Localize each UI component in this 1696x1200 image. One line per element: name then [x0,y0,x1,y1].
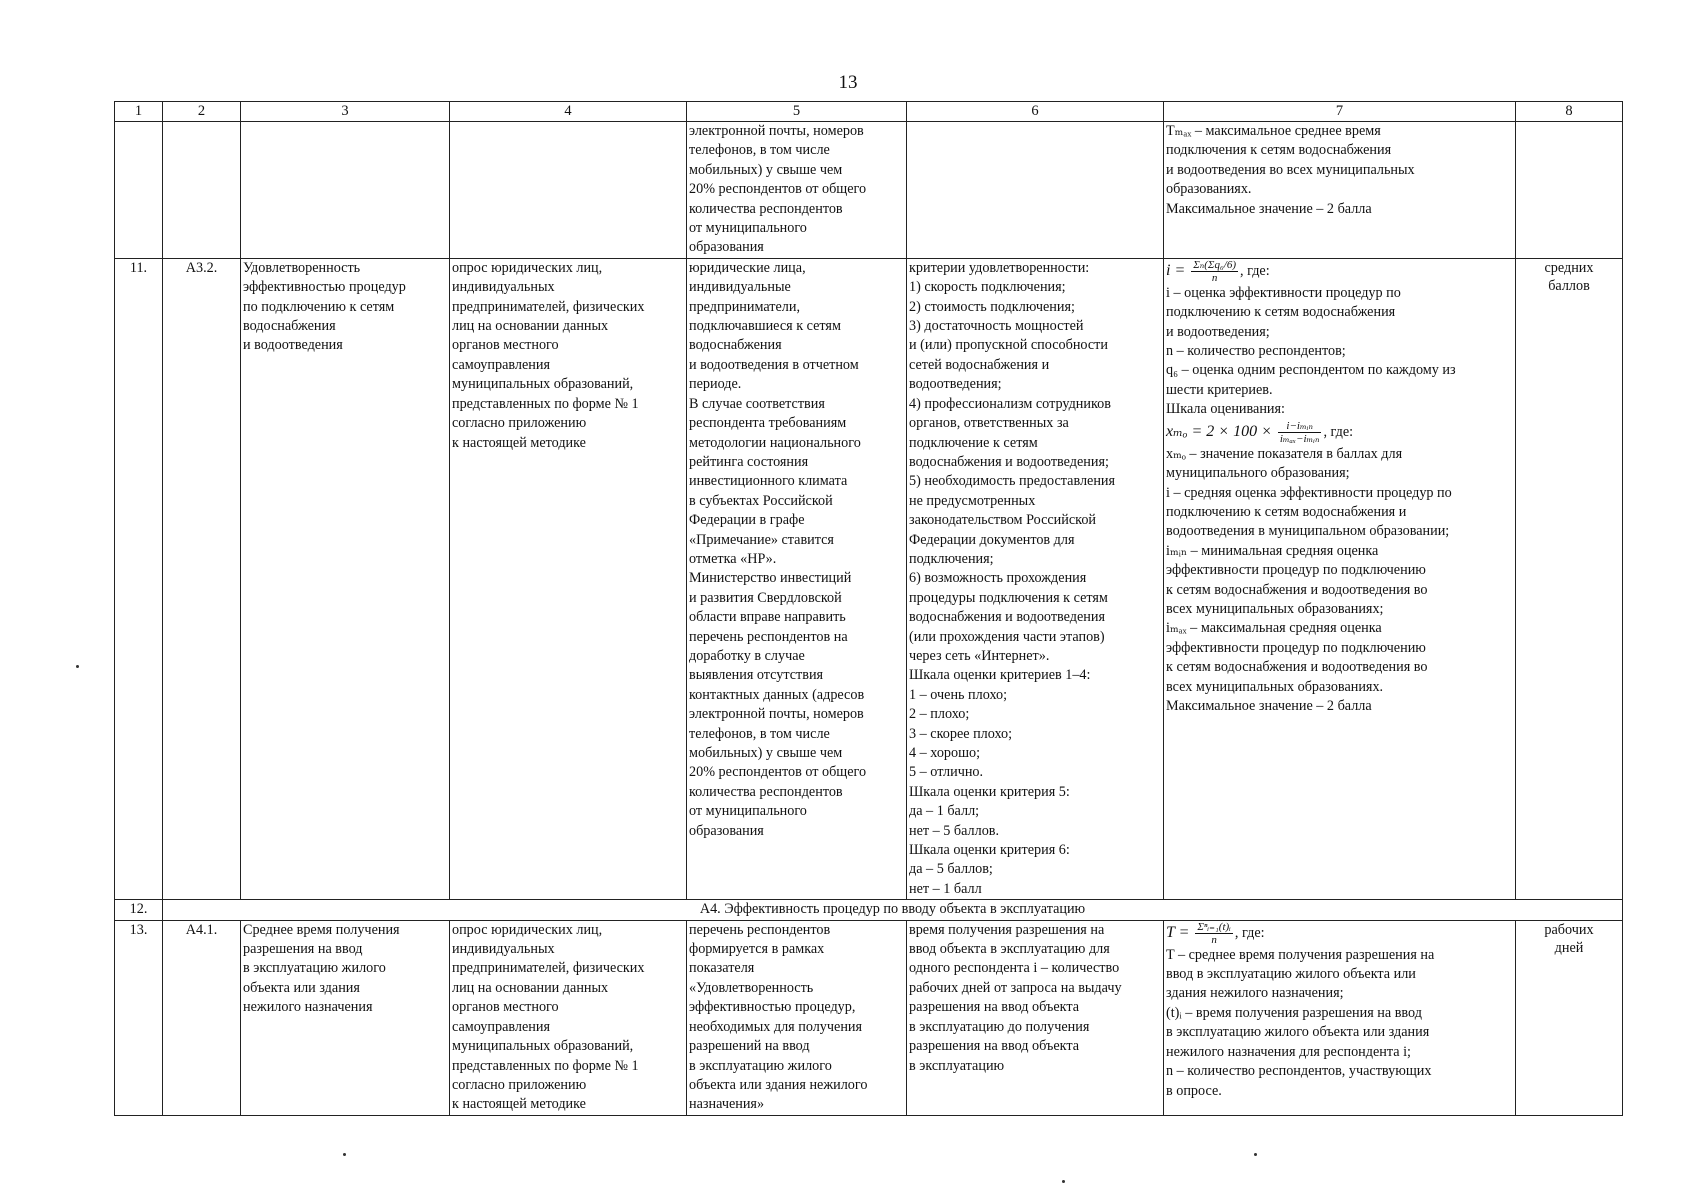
column-header: 1 [115,102,163,122]
text-line: перечень респондентов на [689,628,848,645]
column-header: 5 [687,102,907,122]
text-line: и водоотведения; [1166,323,1270,340]
data-source-method [450,258,687,899]
scan-speck [343,1153,346,1156]
formula-lhs: T = [1166,923,1190,941]
text-line: нет – 5 баллов. [909,822,1000,839]
text-line: юридические лица, [689,259,806,276]
respondents-description [687,920,907,1115]
page-number: 13 [838,72,858,93]
table-cell [241,122,450,259]
text-line: органов местного [452,337,559,354]
indicator-name [241,258,450,899]
formula-tail: , где: [1323,423,1354,440]
text-line: 1) скорость подключения; [909,279,1066,296]
row-number: 13. [115,920,163,1115]
text-line: через сеть «Интернет». [909,647,1050,664]
text-line: Шкала оценки критериев 1–4: [909,667,1091,684]
text-line: показателя [689,960,755,977]
formula-tail: , где: [1240,263,1270,280]
text-line: индивидуальных [452,279,555,296]
text-line: образования [689,239,764,256]
text-line: к сетям водоснабжения и водоотведения во [1166,581,1428,598]
text-line: водоснабжения и водоотведения; [909,453,1109,470]
indicator-code: А4.1. [163,920,241,1115]
text-line: критерии удовлетворенности: [909,259,1090,276]
text-line: образованиях. [1166,181,1252,198]
text-line: и водоотведения во всех муниципальных [1166,161,1415,178]
formula-denominator: n [1211,271,1218,284]
formula-fraction [1191,259,1238,284]
text-line: к сетям водоснабжения и водоотведения во [1166,659,1428,676]
text-line: в субъектах Российской [689,492,833,509]
table-cell [163,122,241,259]
text-line: iₘₐₓ – максимальная средняя оценка [1166,620,1382,637]
table-cell [1516,122,1623,259]
text-line: n – количество респондентов; [1166,343,1346,360]
column-header: 4 [450,102,687,122]
table-row-13 [115,920,1623,1115]
text-line: n – количество респондентов, участвующих [1166,1063,1432,1080]
text-line: 6) возможность прохождения [909,570,1087,587]
text-line: нежилого назначения для респондента i; [1166,1043,1411,1060]
text-line: муниципальных образований, [452,1038,634,1055]
text-line: в эксплуатацию жилого [689,1057,832,1074]
text-line: подключавшиеся к сетям [689,318,841,335]
text-line: Шкала оценки критерия 5: [909,783,1070,800]
column-header: 2 [163,102,241,122]
text-line: одного респондента i – количество [909,960,1120,977]
text-line: объекта или здания нежилого [689,1076,868,1093]
respondents-description [687,258,907,899]
text-line: подключению к сетям водоснабжения и [1166,503,1407,520]
text-line: от муниципального [689,220,807,237]
text-line: количества респондентов [689,783,843,800]
text-line: да – 1 балл; [909,803,980,820]
text-line: Шкала оценки критерия 6: [909,842,1070,859]
text-line: здания нежилого назначения; [1166,985,1344,1002]
text-line: разрешения на ввод объекта [909,1038,1080,1055]
table-row-12 [115,900,1623,920]
text-line: нет – 1 балл [909,880,982,897]
text-line: Tₘₐₓ – максимальное среднее время [1166,123,1381,139]
calculation-text-a [1166,284,1513,420]
scan-speck [1062,1180,1065,1183]
text-line: «Удовлетворенность [689,979,814,996]
text-line: ввод объекта в эксплуатацию для [909,941,1110,958]
text-line: предпринимателей, физических [452,960,645,977]
formula-lhs: xₘₒ = 2 × 100 × [1166,422,1272,440]
text-line: электронной почты, номеров [689,706,864,723]
text-line: от муниципального [689,803,807,820]
text-line: лиц на основании данных [452,318,609,335]
criteria-description [907,920,1164,1115]
table-cell [907,122,1164,259]
text-line: процедуры подключения к сетям [909,589,1108,606]
text-line: выявления отсутствия [689,667,824,684]
calculation-method [1164,258,1516,899]
text-line: xₘₒ – значение показателя в баллах для [1166,445,1403,462]
text-line: контактных данных (адресов [689,686,865,703]
text-line: разрешений на ввод [689,1038,810,1055]
continuation-respondents-cell [687,122,907,259]
text-line: лиц на основании данных [452,979,609,996]
text-line: 4 – хорошо; [909,745,981,761]
text-line: сетей водоснабжения и [909,356,1050,373]
text-line: 1 – очень плохо; [909,686,1008,703]
text-line: шести критериев. [1166,381,1273,398]
text-line: периоде. [689,376,742,393]
text-line: баллов [1548,277,1590,294]
text-line: Министерство инвестиций [689,570,852,587]
text-line: по подключению к сетям [243,298,395,315]
text-line: органов, ответственных за [909,415,1069,432]
text-line: дней [1554,939,1584,956]
text-line: рейтинга состояния [689,453,809,470]
text-line: нежилого назначения [243,999,373,1016]
text-line: опрос юридических лиц, [452,259,603,276]
text-line: 3) достаточность мощностей [909,318,1084,335]
continuation-calculation-cell [1164,122,1516,259]
text-line: подключения к сетям водоснабжения [1166,142,1392,159]
formula-lhs: i = [1166,262,1186,280]
text-line: назначения» [689,1096,765,1113]
text-line: формируется в рамках [689,941,825,958]
text-line: Максимальное значение – 2 балла [1166,697,1372,714]
text-line: всех муниципальных образованиях; [1166,600,1384,617]
row-number: 11. [115,258,163,899]
text-line: индивидуальных [452,941,555,958]
unit-of-measure [1516,258,1623,899]
indicator-code: А3.2. [163,258,241,899]
text-line: и развития Свердловской [689,589,842,606]
text-line: в эксплуатацию до получения [909,1018,1090,1035]
row-number: 12. [115,900,163,920]
scan-speck [76,665,79,668]
text-line: i – средняя оценка эффективности процедур по [1166,484,1452,501]
text-line: 20% респондентов от общего [689,764,867,781]
text-line: Максимальное значение – 2 балла [1166,200,1372,217]
text-line: муниципальных образований, [452,376,634,393]
formula-fraction [1278,420,1322,445]
indicators-table [114,101,1623,1116]
text-line: отметка «НР». [689,550,777,567]
text-line: 20% респондентов от общего [689,181,867,198]
text-line: ввод в эксплуатацию жилого объекта или [1166,966,1416,983]
calculation-text [1166,946,1513,1101]
text-line: Шкала оценивания: [1166,401,1285,418]
text-line: опрос юридических лиц, [452,921,603,938]
text-line: водоснабжения [689,337,782,354]
satisfaction-formula [1166,259,1513,284]
text-line: самоуправления [452,356,550,373]
column-header: 8 [1516,102,1623,122]
section-heading: А4. Эффективность процедур по вводу объекта в эксплуатацию [163,900,1623,920]
text-line: к настоящей методике [452,434,586,451]
text-line: и (или) пропускной способности [909,337,1108,354]
text-line: 2 – плохо; [909,706,970,723]
text-line: области вправе направить [689,609,846,626]
text-line: не предусмотренных [909,492,1036,509]
text-line: законодательством Российской [909,512,1097,529]
text-line: и водоотведения в отчетном [689,356,859,373]
indicator-name [241,920,450,1115]
text-line: Среднее время получения [243,921,400,938]
text-line: мобильных) у свыше чем [689,745,843,761]
calculation-text-b [1166,445,1513,717]
text-line: водоснабжения [243,318,336,335]
score-formula [1166,420,1513,445]
text-line: водоснабжения и водоотведения [909,609,1105,626]
text-line: предприниматели, [689,298,801,315]
text-line: Федерации документов для [909,531,1075,548]
text-line: T – среднее время получения разрешения на [1166,946,1435,963]
text-line: в эксплуатацию жилого [243,960,386,977]
text-line: телефонов, в том числе [689,142,830,159]
text-line: инвестиционного климата [689,473,848,490]
text-line: предпринимателей, физических [452,298,645,315]
text-line: «Примечание» ставится [689,531,834,548]
criteria-description [907,258,1164,899]
text-line: необходимых для получения [689,1018,863,1035]
text-line: представленных по форме № 1 [452,395,639,412]
text-line: всех муниципальных образованиях. [1166,678,1384,695]
text-line: органов местного [452,999,559,1016]
text-line: перечень респондентов [689,921,831,938]
text-line: эффективностью процедур, [689,999,856,1016]
text-line: подключения; [909,550,994,567]
text-line: индивидуальные [689,279,791,296]
text-line: телефонов, в том числе [689,725,830,742]
text-line: эффективности процедур по подключению [1166,639,1426,656]
table-cell [115,122,163,259]
calculation-method [1164,920,1516,1115]
table-cell [450,122,687,259]
text-line: В случае соответствия [689,395,825,412]
column-header: 6 [907,102,1164,122]
text-line: эффективности процедур по подключению [1166,562,1426,579]
text-line: время получения разрешения на [909,921,1105,938]
text-line: средних [1544,259,1594,276]
text-line: водоотведения; [909,376,1002,393]
text-line: объекта или здания [243,979,360,996]
text-line: водоотведения в муниципальном образовании; [1166,523,1450,540]
text-line: согласно приложению [452,1076,587,1093]
data-source-method [450,920,687,1115]
formula-numerator: Σⁿᵢ₌₁(t)ᵢ [1197,920,1231,933]
text-line: 3 – скорее плохо; [909,725,1013,742]
text-line: в эксплуатацию жилого объекта или здания [1166,1024,1430,1041]
column-header: 3 [241,102,450,122]
formula-numerator: Σₙ(Σq₆/6) [1193,258,1236,271]
text-line: самоуправления [452,1018,550,1035]
formula-fraction [1195,921,1233,946]
text-line: муниципального образования; [1166,465,1350,482]
text-line: образования [689,822,764,839]
table-row-11 [115,258,1623,899]
formula-denominator: n [1211,933,1217,946]
text-line: i – оценка эффективности процедур по [1166,284,1401,301]
text-line: 5) необходимость предоставления [909,473,1116,490]
text-line: (или прохождения части этапов) [909,628,1105,645]
text-line: в эксплуатацию [909,1057,1005,1074]
text-line: рабочих [1544,921,1594,938]
scan-speck [1254,1153,1257,1156]
formula-tail: , где: [1234,924,1265,941]
text-line: подключению к сетям водоснабжения [1166,304,1396,321]
text-line: 5 – отлично. [909,764,984,781]
text-line: Удовлетворенность [243,259,361,276]
text-line: мобильных) у свыше чем [689,161,843,178]
text-line: (t)ᵢ – время получения разрешения на ввод [1166,1004,1422,1021]
text-line: доработку в случае [689,647,805,664]
text-line: разрешения на ввод [243,941,363,958]
text-line: q₆ – оценка одним респондентом по каждому из [1166,362,1456,379]
text-line: к настоящей методике [452,1096,586,1113]
text-line: 4) профессионализм сотрудников [909,395,1111,412]
text-line: Федерации в графе [689,512,805,529]
text-line: согласно приложению [452,415,587,432]
formula-numerator: i−iₘᵢₙ [1278,420,1322,433]
text-line: представленных по форме № 1 [452,1057,639,1074]
text-line: и водоотведения [243,337,343,354]
text-line: респондента требованиям [689,415,847,432]
text-line: подключение к сетям [909,434,1038,451]
text-line: электронной почты, номеров [689,123,864,139]
text-line: да – 5 баллов; [909,861,993,878]
text-line: рабочих дней от запроса на выдачу [909,979,1122,996]
text-line: разрешения на ввод объекта [909,999,1080,1016]
average-time-formula [1166,921,1513,946]
text-line: 2) стоимость подключения; [909,298,1075,315]
text-line: iₘᵢₙ – минимальная средняя оценка [1166,542,1379,559]
text-line: количества респондентов [689,200,843,217]
column-number-header-row [115,102,1623,122]
unit-of-measure [1516,920,1623,1115]
text-line: методологии национального [689,434,861,451]
text-line: в опросе. [1166,1082,1222,1099]
formula-denominator: iₘₐₓ−iₘᵢₙ [1279,432,1320,445]
column-header: 7 [1164,102,1516,122]
text-line: эффективностью процедур [243,279,406,296]
continuation-row [115,122,1623,259]
